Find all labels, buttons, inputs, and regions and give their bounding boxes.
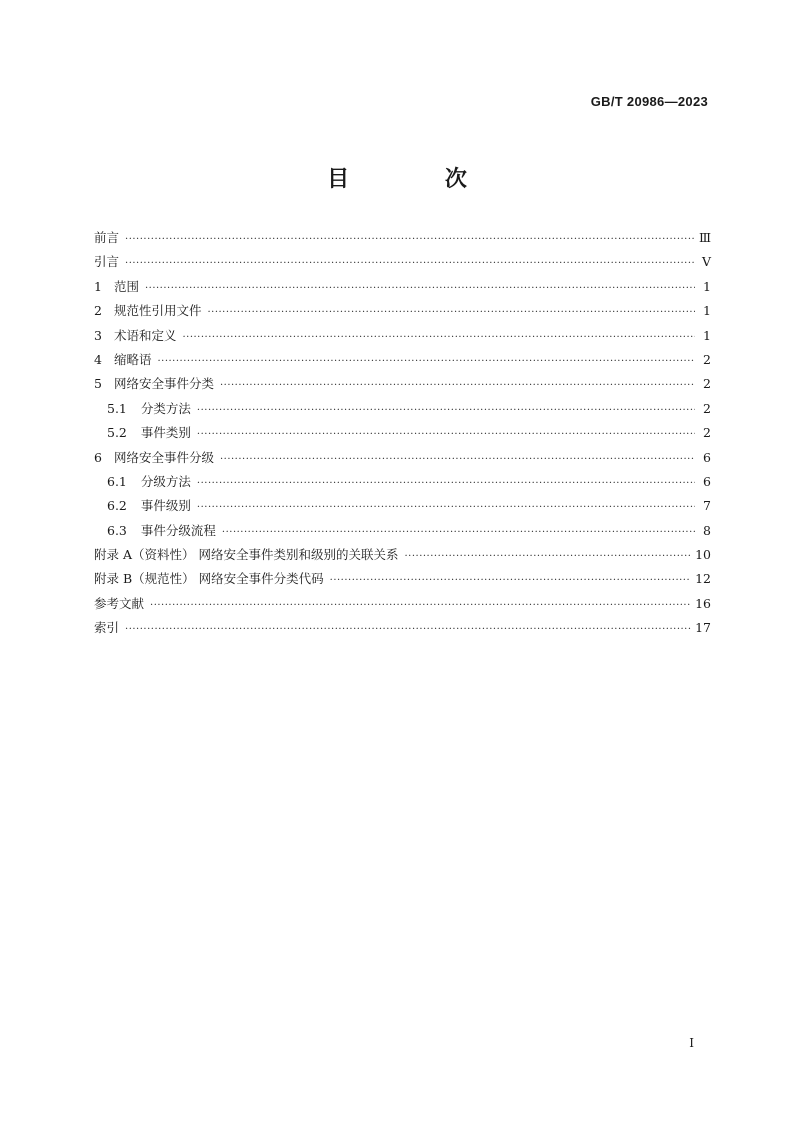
toc-entry-number: 6.3 — [107, 522, 127, 538]
toc-entry-label — [94, 275, 139, 299]
toc-entry-text: 事件级别 — [140, 498, 191, 514]
toc-entry-label — [107, 519, 216, 543]
toc-dot-leader — [197, 423, 695, 447]
toc-entry-text: 术语和定义 — [113, 327, 177, 343]
toc-dot-leader — [222, 521, 695, 545]
toc-entry-page: 2 — [703, 351, 711, 367]
toc-entry[interactable] — [94, 421, 711, 445]
toc-entry-text: 分级方法 — [140, 473, 191, 489]
toc-entry-label — [94, 226, 119, 250]
toc-entry-label — [94, 324, 176, 348]
toc-entry-text: 网络安全事件分类 — [113, 376, 214, 392]
toc-dot-leader — [197, 472, 695, 496]
toc-entry-number: 6.1 — [107, 473, 127, 489]
toc-dot-leader — [220, 374, 695, 398]
toc-entry-text: 索引 — [94, 620, 120, 636]
toc-dot-leader — [125, 252, 695, 276]
toc-entry-label — [94, 543, 398, 567]
toc-dot-leader — [150, 594, 691, 618]
toc-entry[interactable] — [94, 446, 711, 470]
toc-entry-text: 附录 B（规范性） 网络安全事件分类代码 — [94, 571, 324, 587]
toc-entry[interactable] — [94, 470, 711, 494]
toc-entry-text: 引言 — [94, 254, 120, 270]
toc-entry-label — [107, 421, 191, 445]
toc-entry[interactable] — [94, 372, 711, 396]
toc-entry[interactable] — [94, 275, 711, 299]
toc-entry[interactable] — [94, 519, 711, 543]
toc-entry[interactable] — [94, 567, 711, 591]
toc-entry-page: 6 — [703, 449, 711, 465]
table-of-contents — [94, 226, 711, 641]
toc-entry-text: 事件分级流程 — [140, 522, 216, 538]
page-title: 目 次 — [327, 167, 511, 192]
toc-entry-label — [94, 250, 119, 274]
toc-entry-page: Ⅴ — [701, 254, 711, 270]
toc-dot-leader — [157, 350, 695, 374]
toc-entry-label — [94, 616, 119, 640]
toc-entry-label — [94, 567, 324, 591]
toc-entry[interactable] — [94, 348, 711, 372]
toc-entry-page: 2 — [703, 400, 711, 416]
toc-entry-page: 17 — [695, 620, 711, 636]
toc-entry-number: 1 — [94, 278, 102, 294]
toc-dot-leader — [220, 448, 695, 472]
toc-entry-text: 附录 A（资料性） 网络安全事件类别和级别的关联关系 — [94, 547, 399, 563]
toc-entry-page: 8 — [703, 522, 711, 538]
toc-entry-text: 分类方法 — [140, 400, 191, 416]
toc-dot-leader — [197, 496, 695, 520]
toc-entry-page: 10 — [695, 547, 711, 563]
toc-entry[interactable] — [94, 226, 711, 250]
toc-entry-page: 6 — [703, 473, 711, 489]
toc-entry[interactable] — [94, 494, 711, 518]
toc-dot-leader — [404, 545, 691, 569]
toc-entry-page: 2 — [703, 376, 711, 392]
toc-entry-label — [94, 592, 144, 616]
toc-entry-text: 网络安全事件分级 — [113, 449, 214, 465]
toc-entry-number: 4 — [94, 351, 102, 367]
toc-entry-number: 5 — [94, 376, 102, 392]
toc-entry-number: 3 — [94, 327, 102, 343]
toc-entry-text: 前言 — [94, 230, 120, 245]
toc-entry-label — [94, 348, 151, 372]
toc-entry[interactable] — [94, 250, 711, 274]
standard-code: GB/T 20986—2023 — [590, 94, 708, 109]
toc-entry[interactable] — [94, 324, 711, 348]
toc-entry[interactable] — [94, 616, 711, 640]
toc-dot-leader — [182, 326, 695, 350]
toc-entry-page: 7 — [703, 498, 711, 514]
toc-entry-number: 5.1 — [107, 400, 127, 416]
toc-entry-label — [107, 470, 191, 494]
toc-entry-text: 参考文献 — [94, 595, 145, 611]
toc-entry-label — [94, 372, 214, 396]
toc-entry-page: 12 — [695, 571, 711, 587]
toc-dot-leader — [207, 301, 695, 325]
toc-entry-label — [94, 299, 201, 323]
toc-dot-leader — [125, 228, 695, 252]
toc-entry[interactable] — [94, 397, 711, 421]
toc-dot-leader — [197, 399, 695, 423]
toc-entry-text: 规范性引用文件 — [113, 303, 202, 319]
toc-entry-text: 范围 — [113, 278, 139, 294]
toc-entry-text: 缩略语 — [113, 351, 152, 367]
toc-entry-page: 1 — [703, 327, 711, 343]
toc-dot-leader — [145, 277, 695, 301]
toc-entry[interactable] — [94, 592, 711, 616]
toc-entry[interactable] — [94, 543, 711, 567]
page-number: Ⅰ — [689, 1036, 694, 1050]
toc-entry-page: 1 — [703, 278, 711, 294]
toc-entry-number: 5.2 — [107, 425, 127, 441]
toc-entry-number: 6 — [94, 449, 102, 465]
toc-entry-number: 2 — [94, 303, 102, 319]
toc-entry-number: 6.2 — [107, 498, 127, 514]
toc-entry-label — [107, 494, 191, 518]
toc-entry[interactable] — [94, 299, 711, 323]
toc-entry-label — [107, 397, 191, 421]
toc-entry-page: 2 — [703, 425, 711, 441]
toc-entry-page: 16 — [695, 595, 711, 611]
toc-entry-label — [94, 446, 214, 470]
toc-dot-leader — [330, 569, 691, 593]
toc-entry-page: Ⅲ — [698, 230, 711, 245]
toc-entry-text: 事件类别 — [140, 425, 191, 441]
toc-entry-page: 1 — [703, 303, 711, 319]
toc-dot-leader — [125, 618, 691, 642]
